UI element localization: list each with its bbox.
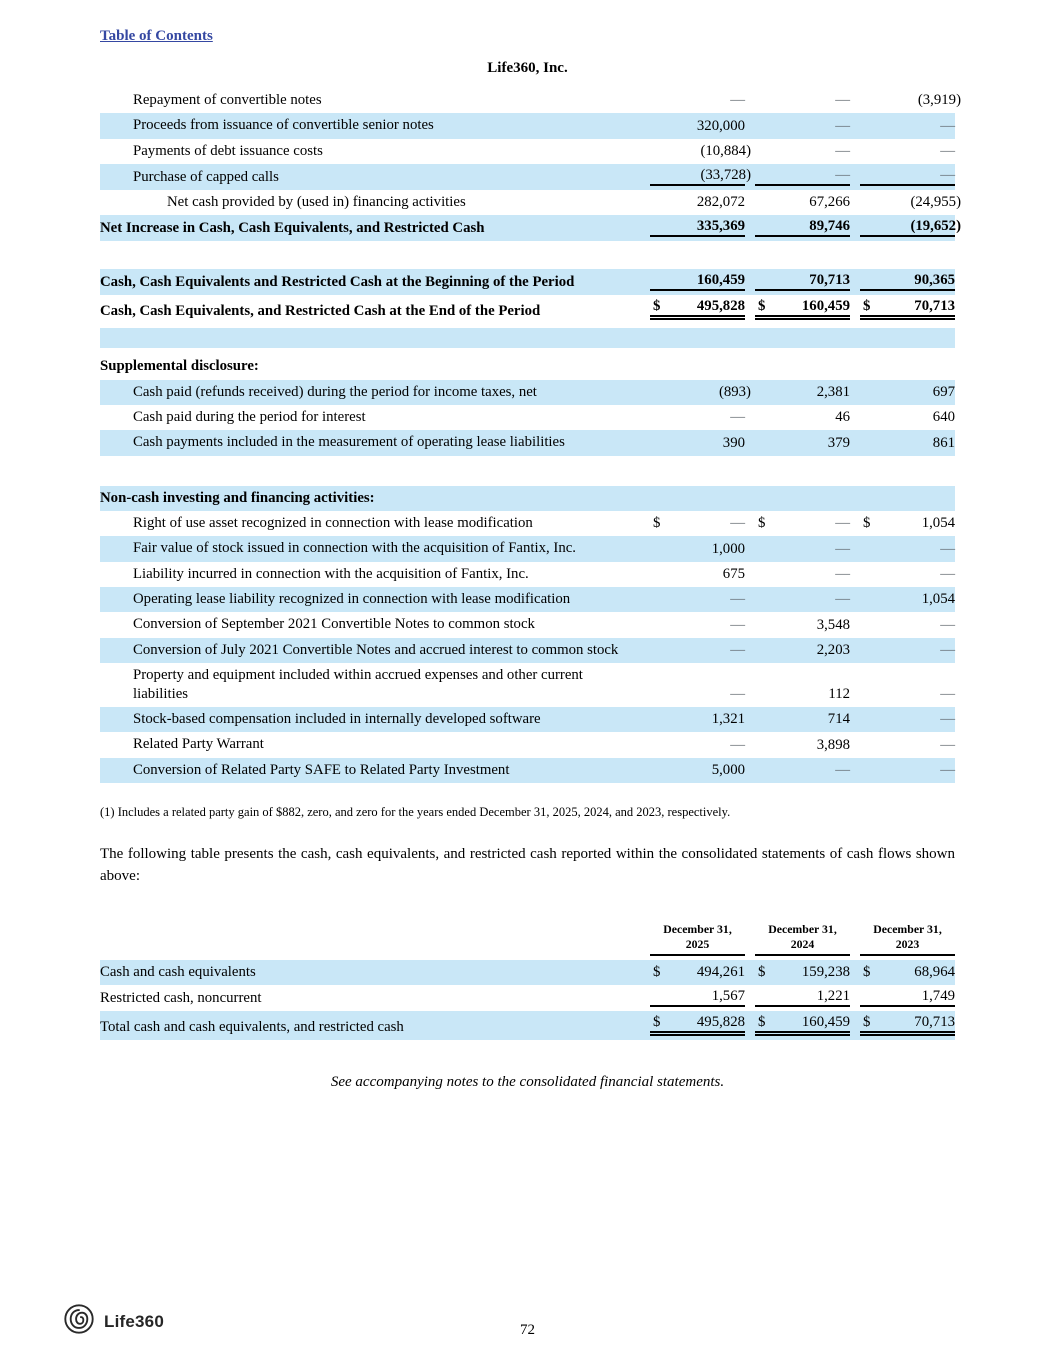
row-label: Operating lease liability recognized in connection with lease modification (133, 591, 571, 608)
cell-value: 494,261 (696, 964, 745, 981)
value-cell (860, 964, 955, 981)
currency-symbol: $ (863, 964, 871, 981)
cell-value: (10,884) (700, 143, 751, 160)
value-cell (860, 384, 955, 401)
cell-value: — (730, 409, 745, 426)
cell-value: 1,054 (921, 591, 955, 608)
value-cell (860, 435, 955, 452)
cell-value: 495,828 (696, 1014, 745, 1031)
row-label: Purchase of capped calls (133, 168, 279, 185)
value-cell (755, 167, 850, 186)
table-row (100, 139, 955, 164)
cell-value: (24,955) (910, 194, 961, 211)
value-cell (755, 143, 850, 160)
table-header-row (100, 919, 955, 959)
value-cell (650, 272, 745, 291)
cell-value: 675 (722, 566, 745, 583)
closing-note: See accompanying notes to the consolidated financial statements. (330, 1074, 725, 1091)
cash-reconciliation-table (100, 919, 955, 1040)
value-cell (650, 737, 745, 754)
cell-value: — (940, 540, 955, 557)
cell-value: — (730, 642, 745, 659)
value-cell (755, 435, 850, 452)
cell-value: 390 (722, 434, 745, 451)
cell-value: 1,000 (711, 540, 745, 557)
value-cell (860, 167, 955, 186)
table-row (100, 164, 955, 190)
row-label: Payments of debt issuance costs (133, 142, 323, 159)
table-row (100, 732, 955, 757)
cell-value: 379 (827, 434, 850, 451)
cell-value: 3,548 (816, 616, 850, 633)
currency-symbol: $ (758, 1014, 766, 1031)
value-cell (650, 1014, 745, 1036)
table-row (100, 113, 955, 138)
value-cell (755, 711, 850, 728)
cell-value: 46 (835, 409, 850, 426)
column-header (860, 922, 955, 955)
row-label: Conversion of July 2021 Convertible Notes and accrued interest to common stock (133, 641, 619, 658)
row-label: Cash paid (refunds received) during the period for income taxes, net (133, 383, 537, 400)
row-label: Repayment of convertible notes (133, 92, 322, 108)
cell-value: 1,321 (711, 711, 745, 728)
cell-value: 697 (932, 384, 955, 401)
column-header-line1: December 31, (663, 922, 732, 937)
row-label: Related Party Warrant (133, 736, 264, 753)
currency-symbol: $ (758, 298, 766, 315)
value-cell (755, 686, 850, 703)
cell-value: — (730, 92, 745, 109)
cell-value: 1,567 (711, 988, 745, 1005)
empty-highlight-row (100, 328, 955, 348)
currency-symbol: $ (758, 515, 766, 532)
table-row (100, 215, 961, 241)
cell-value: 495,828 (696, 298, 745, 315)
intro-paragraph: The following table presents the cash, cash equivalents, and restricted cash reported within the consolidated statements of cash flows shown above: (100, 845, 955, 884)
value-cell (860, 409, 955, 426)
table-row (100, 707, 955, 732)
cell-value: — (940, 761, 955, 778)
value-cell (755, 642, 850, 659)
section-header-row (100, 354, 955, 379)
value-cell (860, 617, 955, 634)
value-cell (755, 762, 850, 779)
value-cell (650, 384, 751, 401)
cell-value: (19,652) (910, 218, 961, 235)
value-cell (860, 143, 955, 160)
value-cell (860, 541, 955, 558)
table-row (100, 1011, 955, 1040)
cell-value: 3,898 (816, 736, 850, 753)
value-cell (755, 964, 850, 981)
value-cell (650, 711, 745, 728)
value-cell (650, 435, 745, 452)
cell-value: 1,054 (921, 515, 955, 532)
column-header-line1: December 31, (873, 922, 942, 937)
row-label: Proceeds from issuance of convertible senior notes (133, 117, 434, 134)
value-cell (860, 92, 961, 109)
value-cell (860, 272, 955, 291)
row-label: Total cash and cash equivalents, and restricted cash (100, 1018, 404, 1035)
cell-value: — (940, 566, 955, 583)
currency-symbol: $ (758, 964, 766, 981)
value-cell (650, 988, 745, 1007)
value-cell (650, 515, 745, 532)
table-row (100, 380, 955, 405)
page-number: 72 (520, 1322, 535, 1338)
value-cell (860, 642, 955, 659)
value-cell (755, 1014, 850, 1036)
value-cell (755, 272, 850, 291)
value-cell (650, 218, 745, 237)
cell-value: 89,746 (809, 218, 850, 235)
value-cell (860, 118, 955, 135)
currency-symbol: $ (653, 964, 661, 981)
value-cell (755, 737, 850, 754)
row-label: Property and equipment included within accrued expenses and other current liabilities (133, 667, 583, 702)
value-cell (650, 591, 745, 608)
value-cell (650, 642, 745, 659)
cell-value: 640 (932, 409, 955, 426)
cell-value: — (940, 117, 955, 134)
currency-symbol: $ (863, 515, 871, 532)
cell-value: 112 (828, 685, 850, 702)
cell-value: 2,203 (816, 642, 850, 659)
cell-value: (893) (718, 384, 751, 401)
cell-value: — (730, 685, 745, 702)
value-cell (755, 298, 850, 320)
table-of-contents-link[interactable]: Table of Contents (100, 28, 213, 44)
cell-value: — (730, 736, 745, 753)
table-row (100, 663, 955, 707)
currency-symbol: $ (653, 1014, 661, 1031)
table-row (100, 511, 955, 536)
value-cell (650, 298, 745, 320)
table-row (100, 88, 961, 113)
cell-value: — (835, 540, 850, 557)
column-header-line2: 2023 (895, 936, 920, 951)
currency-symbol: $ (863, 298, 871, 315)
cell-value: 67,266 (809, 194, 850, 211)
value-cell (755, 92, 850, 109)
row-label: Cash, Cash Equivalents, and Restricted Cash at the End of the Period (100, 303, 541, 320)
value-cell (650, 541, 745, 558)
cell-value: 160,459 (696, 272, 745, 289)
cell-value: — (835, 167, 850, 184)
value-cell (755, 515, 850, 532)
cell-value: — (835, 92, 850, 109)
value-cell (755, 591, 850, 608)
value-cell (755, 541, 850, 558)
spacer (100, 241, 955, 269)
value-cell (755, 617, 850, 634)
cell-value: — (940, 143, 955, 160)
column-header (650, 922, 745, 955)
footnote: (1) Includes a related party gain of $882, zero, and zero for the years ended December 31, 2025, 2024, and 2023, respectively. (100, 804, 731, 819)
cell-value: — (730, 616, 745, 633)
spacer (100, 456, 955, 486)
value-cell (650, 409, 745, 426)
value-cell (860, 515, 955, 532)
cell-value: — (835, 117, 850, 134)
value-cell (755, 194, 850, 211)
table-row (100, 985, 955, 1011)
cell-value: 160,459 (801, 1014, 850, 1031)
cell-value: 1,749 (921, 988, 955, 1005)
value-cell (860, 762, 955, 779)
table-row (100, 638, 955, 663)
cell-value: 1,221 (816, 988, 850, 1005)
cell-value: — (940, 167, 955, 184)
value-cell (650, 762, 745, 779)
cell-value: (3,919) (917, 92, 961, 109)
logo-text: Life360 (104, 1311, 164, 1331)
cell-value: — (835, 515, 850, 532)
cell-value: — (730, 591, 745, 608)
value-cell (755, 409, 850, 426)
table-row (100, 587, 955, 612)
row-label: Cash, Cash Equivalents and Restricted Cash at the Beginning of the Period (100, 274, 575, 291)
column-header-line2: 2025 (685, 936, 710, 951)
value-cell (860, 591, 955, 608)
section-header-label: Supplemental disclosure: (100, 358, 259, 375)
value-cell (755, 218, 850, 237)
cell-value: 70,713 (914, 298, 955, 315)
cell-value: 90,365 (914, 272, 955, 289)
cell-value: 5,000 (711, 761, 745, 778)
cell-value: — (940, 711, 955, 728)
cell-value: 335,369 (696, 218, 745, 235)
value-cell (860, 1014, 955, 1036)
value-cell (650, 566, 745, 583)
value-cell (650, 194, 745, 211)
value-cell (755, 384, 850, 401)
table-row (100, 758, 955, 783)
table-row (100, 405, 955, 430)
value-cell (650, 92, 745, 109)
section-header-row (100, 486, 955, 511)
column-header-line2: 2024 (790, 936, 815, 951)
value-cell (650, 686, 745, 703)
row-label: Restricted cash, noncurrent (100, 989, 262, 1006)
table-row (100, 190, 961, 215)
value-cell (860, 566, 955, 583)
value-cell (860, 737, 955, 754)
section-header-label: Non-cash investing and financing activities: (100, 489, 375, 506)
cell-value: — (940, 685, 955, 702)
value-cell (860, 218, 961, 237)
row-label: Cash and cash equivalents (100, 963, 256, 980)
cell-value: 70,713 (914, 1014, 955, 1031)
currency-symbol: $ (653, 298, 661, 315)
cell-value: — (835, 566, 850, 583)
column-header-line1: December 31, (768, 922, 837, 937)
value-cell (860, 298, 955, 320)
table-row (100, 612, 955, 637)
value-cell (650, 118, 745, 135)
cell-value: — (835, 591, 850, 608)
cell-value: 282,072 (696, 194, 745, 211)
value-cell (755, 566, 850, 583)
row-label: Cash paid during the period for interest (133, 409, 366, 426)
value-cell (755, 118, 850, 135)
value-cell (755, 988, 850, 1007)
table-row (100, 430, 955, 455)
cell-value: — (835, 143, 850, 160)
cell-value: — (940, 642, 955, 659)
value-cell (650, 143, 751, 160)
row-label: Liability incurred in connection with the acquisition of Fantix, Inc. (133, 565, 529, 582)
table-row (100, 269, 955, 295)
cell-value: 861 (932, 434, 955, 451)
row-label: Net Increase in Cash, Cash Equivalents, and Restricted Cash (100, 220, 485, 237)
table-row (100, 536, 955, 561)
cell-value: 159,238 (801, 964, 850, 981)
value-cell (650, 167, 751, 186)
value-cell (650, 964, 745, 981)
currency-symbol: $ (863, 1014, 871, 1031)
cell-value: 714 (827, 711, 850, 728)
cell-value: 320,000 (696, 117, 745, 134)
value-cell (860, 686, 955, 703)
cash-flow-table (100, 88, 961, 783)
table-row (100, 295, 955, 324)
value-cell (860, 711, 955, 728)
row-label: Net cash provided by (used in) financing activities (167, 194, 466, 211)
cell-value: — (835, 761, 850, 778)
cell-value: 2,381 (816, 384, 850, 401)
cell-value: 68,964 (914, 964, 955, 981)
row-label: Conversion of September 2021 Convertible Notes to common stock (133, 616, 535, 633)
company-title: Life360, Inc. (487, 60, 568, 76)
cell-value: — (940, 616, 955, 633)
cell-value: — (940, 736, 955, 753)
table-row (100, 562, 955, 587)
value-cell (650, 617, 745, 634)
value-cell (860, 988, 955, 1007)
row-label: Cash payments included in the measurement of operating lease liabilities (133, 434, 565, 451)
column-header (755, 922, 850, 955)
currency-symbol: $ (653, 515, 661, 532)
row-label: Fair value of stock issued in connection with the acquisition of Fantix, Inc. (133, 540, 576, 557)
value-cell (860, 194, 961, 211)
row-label: Stock-based compensation included in internally developed software (133, 710, 541, 727)
row-label: Right of use asset recognized in connection with lease modification (133, 515, 533, 532)
cell-value: 160,459 (801, 298, 850, 315)
cell-value: 70,713 (809, 272, 850, 289)
table-row (100, 960, 955, 985)
cell-value: — (730, 515, 745, 532)
cell-value: (33,728) (700, 167, 751, 184)
row-label: Conversion of Related Party SAFE to Related Party Investment (133, 761, 510, 778)
